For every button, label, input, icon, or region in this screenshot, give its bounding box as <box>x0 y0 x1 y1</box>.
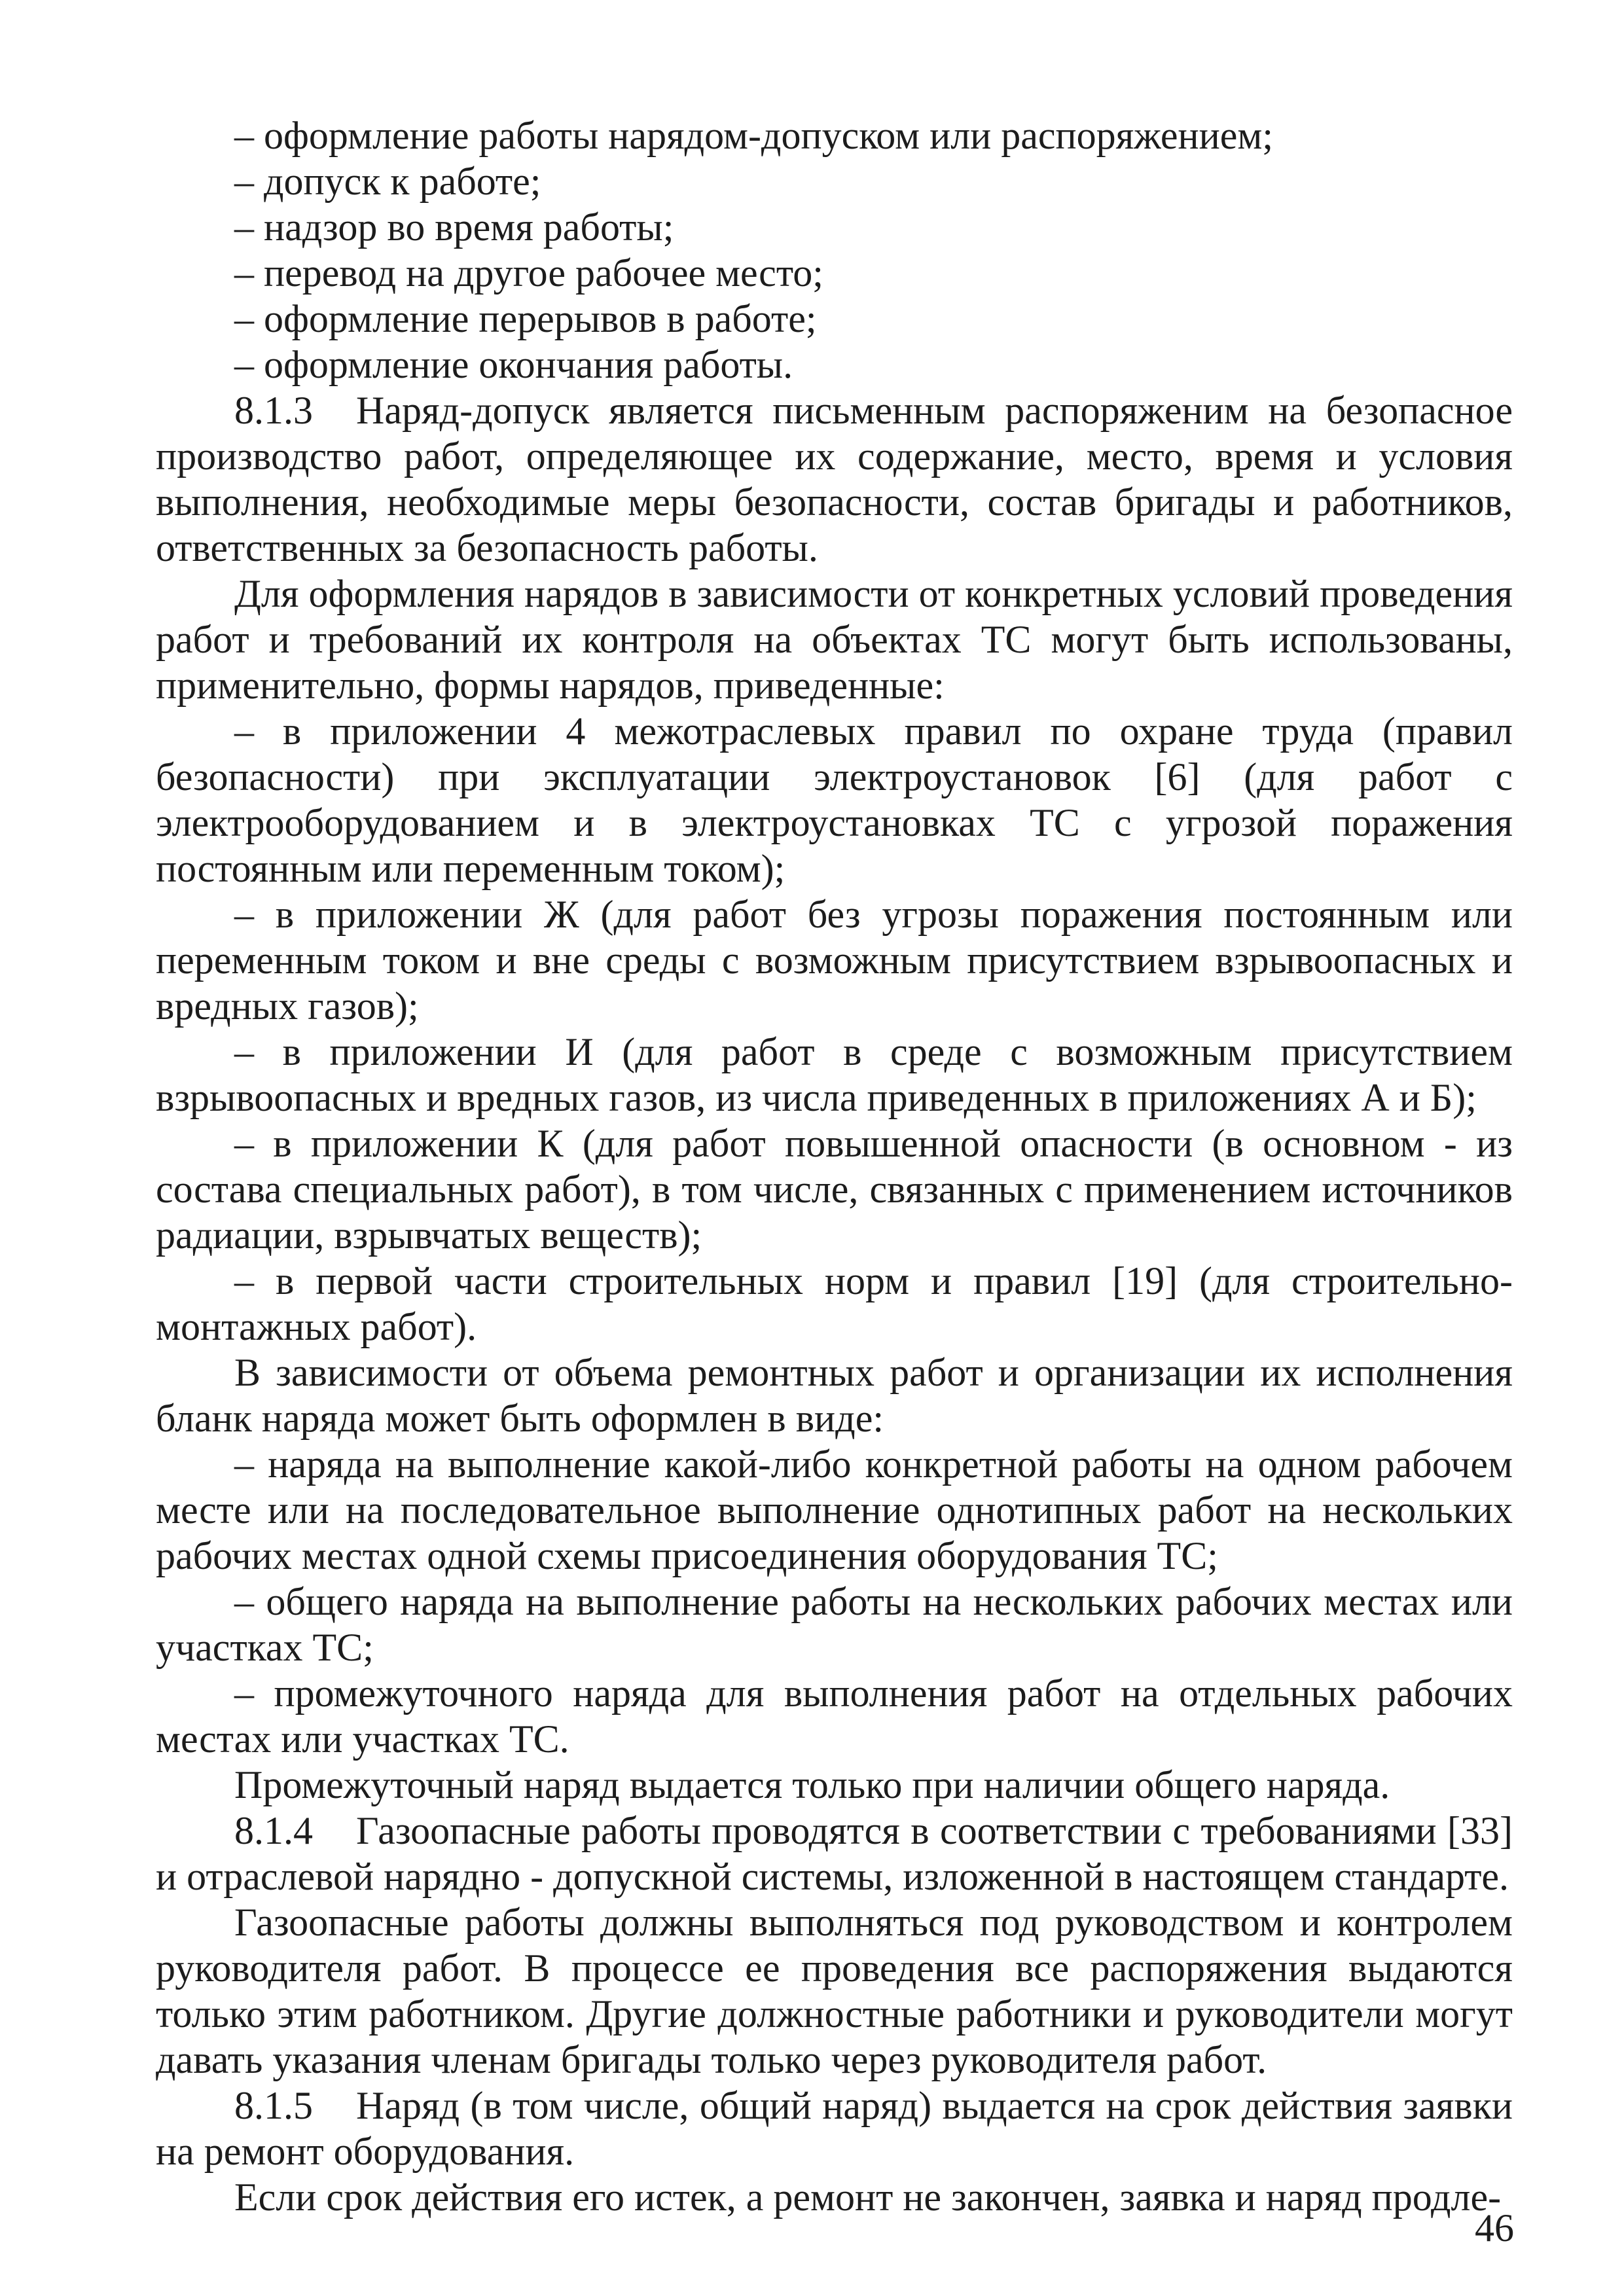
list-item: – промежуточного наряда для выполнения работ на отдельных рабочих местах или участках ТС. <box>156 1672 1513 1761</box>
list-item: – общего наряда на выполнение работы на нескольких рабочих местах или участках ТС; <box>156 1580 1513 1669</box>
paragraph: Газоопасные работы должны выполняться под руководством и контролем руководителя работ. В процессе ее проведения все распоряжения выдаются только этим работником. Другие должностные работники и руководители могут давать указания членам бригады только через руководителя работ. <box>156 1901 1513 2081</box>
page-number: 46 <box>1475 2206 1514 2250</box>
list-item: – оформление работы нарядом-допуском или распоряжением; <box>234 114 1274 157</box>
list-item: – в приложении И (для работ в среде с возможным присутствием взрывоопасных и вредных газов, из числа приведенных в приложениях А и Б); <box>156 1030 1513 1119</box>
paragraph: В зависимости от объема ремонтных работ и организации их исполнения бланк наряда может быть оформлен в виде: <box>156 1351 1513 1440</box>
paragraph: Если срок действия его истек, а ремонт не закончен, заявка и наряд продле- <box>234 2176 1502 2219</box>
paragraph: Для оформления нарядов в зависимости от конкретных условий проведения работ и требований их контроля на объектах ТС могут быть использованы, применительно, формы нарядов, приведенные: <box>156 572 1513 707</box>
list-item: – в приложении 4 межотраслевых правил по охране труда (правил безопасности) при эксплуатации электроустановок [6] (для работ с электрооборудованием и в электроустановках ТС с угрозой поражения постоянным или переменным током); <box>156 709 1513 890</box>
list-item: – допуск к работе; <box>234 160 541 203</box>
section-number: 8.1.5 <box>234 2084 313 2127</box>
section-8-1-3 <box>156 387 1513 571</box>
section-8-1-4 <box>156 1808 1513 1899</box>
list-item: – надзор во время работы; <box>234 206 674 249</box>
list-item: – наряда на выполнение какой-либо конкретной работы на одном рабочем месте или на последовательное выполнение однотипных работ на нескольких рабочих местах одной схемы присоединения оборудования ТС; <box>156 1443 1513 1577</box>
section-text: Наряд (в том числе, общий наряд) выдается на срок действия заявки на ремонт оборудования. <box>156 2084 1513 2173</box>
section-number: 8.1.4 <box>234 1809 313 1852</box>
document-page <box>156 113 1513 2220</box>
list-item: – в приложении К (для работ повышенной опасности (в основном - из состава специальных работ), в том числе, связанных с применением источников радиации, взрывчатых веществ); <box>156 1122 1513 1257</box>
list-item: – перевод на другое рабочее место; <box>234 251 823 295</box>
section-text: Газоопасные работы проводятся в соответствии с требованиями [33] и отраслевой нарядно - допускной системы, изложенной в настоящем стандарте. <box>156 1809 1513 1898</box>
list-item: – в приложении Ж (для работ без угрозы поражения постоянным или переменным током и вне среды с возможным присутствием взрывоопасных и вредных газов); <box>156 893 1513 1028</box>
list-item: – в первой части строительных норм и правил [19] (для строительно-монтажных работ). <box>156 1259 1513 1348</box>
list-item: – оформление окончания работы. <box>234 343 793 386</box>
paragraph: Промежуточный наряд выдается только при наличии общего наряда. <box>234 1763 1390 1806</box>
list-item: – оформление перерывов в работе; <box>234 297 817 340</box>
section-number: 8.1.3 <box>234 389 313 432</box>
section-8-1-5 <box>156 2083 1513 2174</box>
section-text: Наряд-допуск является письменным распоряженим на безопасное производство работ, определяющее их содержание, место, время и условия выполнения, необходимые меры безопасности, состав бригады и работников, ответственных за безопасность работы. <box>156 389 1513 569</box>
